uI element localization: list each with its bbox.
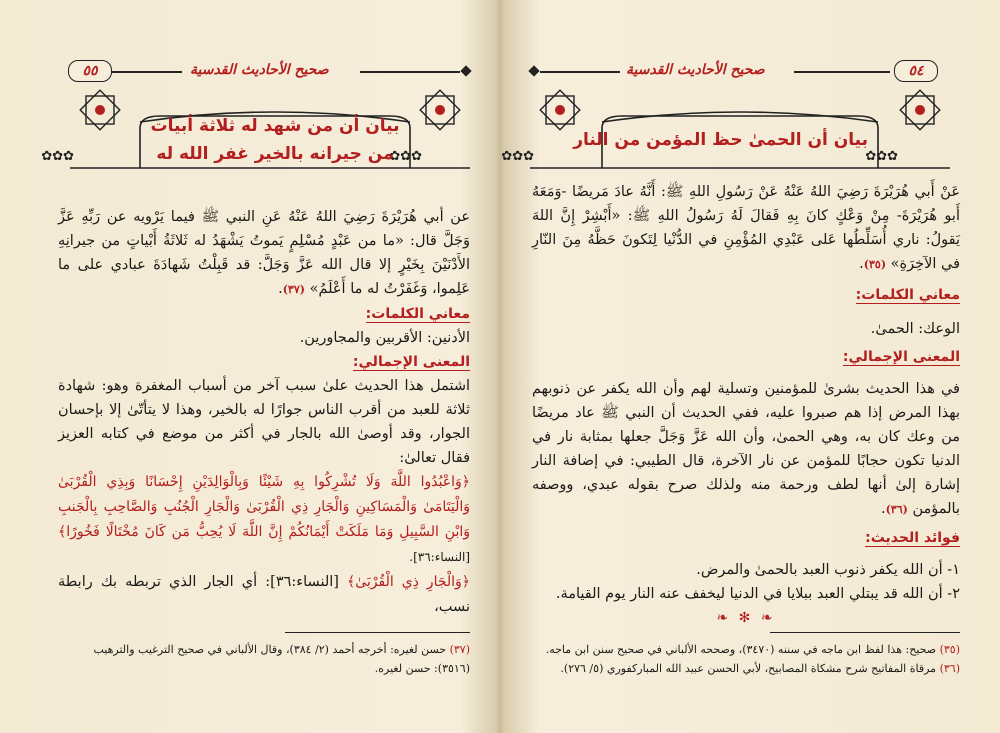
right-footnotes [532, 640, 960, 678]
benefit-1: ١- أن الله يكفر ذنوب العبد بالحمىٰ والمرض. [696, 562, 960, 578]
diamond-icon [460, 65, 471, 76]
left-running-head [60, 60, 470, 82]
right-page-number: ٥٤ [894, 60, 938, 82]
right-words-text: الوعك: الحمىٰ. [870, 321, 960, 337]
right-benefits-header: فوائد الحديث: [865, 530, 960, 546]
left-footnotes [58, 640, 470, 678]
right-summary-text: في هذا الحديث بشرىٰ للمؤمنين وتسلية لهم وأن الله يكفر عن ذنوبهم بهذا المرض إذا هم صبروا عليه، ففي الحديث أن النبي ﷺ عاد مريضًا من وعك كان به، وهي الحمىٰ، وأن الله عَزَّ وَجَلَّ جعلها بمثابة نار في الدنيا تكون حجابًا للمؤمن عن نار الآخرة، قال الطيبي: في إضافة النار إشارة إلىٰ أنها لطف ورحمة منه ولذلك صرح بقوله عبدي، ووصفه بالمؤمن (٣٦). [532, 381, 960, 517]
left-words-header: معاني الكلمات: [365, 306, 470, 322]
svg-text:✿✿✿: ✿✿✿ [501, 149, 534, 164]
footnote-ref-36: (٣٦) [885, 503, 908, 516]
left-title-line2: من جيرانه بالخير غفر الله له [156, 144, 394, 164]
left-title-frame [41, 98, 480, 168]
left-title-line1: بيان أن من شهد له ثلاثة أبيات [150, 116, 400, 136]
right-body [532, 180, 960, 630]
svg-text:✿✿✿: ✿✿✿ [865, 149, 898, 164]
left-body [58, 205, 470, 619]
footnote-36: (٣٦) مرقاة المفاتيح شرح مشكاة المصابيح، لأبي الحسن عبيد الله المباركفوري (٥/ ٢٧٦). [560, 662, 960, 675]
footnote-37: (٣٧) حسن لغيره: أخرجه أحمد (٢/ ٣٨٤)، وقال الألباني في صحيح الترغيب والترهيب (٣٥١٦): حسن لغيره. [93, 643, 470, 675]
right-hadith: عَنْ أَبي هُرَيْرَةَ رَضِيَ اللهُ عَنْهُ عَنْ رَسُولِ اللهِ ﷺ: أَنَّهُ عادَ مَريضًا -وَمَعَهُ أَبو هُرَيْرَةَ- مِنْ وَعْكٍ كانَ بِهِ فَقالَ لَهُ رَسُولُ اللهِ ﷺ: «أَبْشِرْ إِنَّ اللهَ يَقولُ: ناري أُسَلِّطُها عَلى عَبْدِي المُؤْمِنِ في الدُّنْيا لِتَكونَ حَظَّهُ مِنَ النّارِ في الآخِرَةِ» (٣٥). [532, 184, 960, 272]
right-running-head [522, 60, 942, 82]
left-page-number: ٥٥ [68, 60, 112, 82]
left-last-line: ﴿وَالْجَارِ ذِي الْقُرْبَىٰ﴾ [النساء:٣٦]: أي الجار الذي تربطه بك رابطة نسب، [58, 574, 470, 615]
right-footnote-rule [770, 632, 960, 633]
footnote-ref-35: (٣٥) [863, 258, 887, 271]
section-end-ornament: ❧ ✻ ❧ [716, 610, 776, 626]
right-title-frame [501, 98, 960, 168]
left-summary-text: اشتمل هذا الحديث علىٰ سبب آخر من أسباب المغفرة وهو: شهادة ثلاثة للعبد من أقرب الناس جوارًا له بالخير، وهذا لا يتأتّىٰ إلا بإحسان الجوار، وقد أوصىٰ الله بالجار في أكثر من موضع في كتابه العزيز فقال تعالىٰ: [58, 378, 470, 466]
right-words-header: معاني الكلمات: [855, 287, 960, 303]
left-summary-header: المعنى الإجمالي: [352, 354, 470, 370]
footnote-35: (٣٥) صحيح: هذا لفظ ابن ماجه في سننه (٣٤٧٠)، وصححه الألباني في صحيح سنن ابن ماجه. [545, 643, 960, 656]
right-running-title: صحيح الأحاديث القدسية [626, 62, 765, 78]
left-title [150, 112, 400, 168]
benefit-2: ٢- أن الله قد يبتلي العبد ببلايا في الدنيا ليخفف عنه النار يوم القيامة. [555, 586, 960, 602]
left-footnote-rule [285, 632, 470, 633]
diamond-icon [528, 65, 539, 76]
svg-text:✿✿✿: ✿✿✿ [389, 149, 422, 164]
right-page [500, 0, 1000, 733]
right-summary-header: المعنى الإجمالي: [842, 349, 960, 365]
left-words-text: الأدنين: الأقربين والمجاورين. [299, 330, 470, 346]
left-quran-verse: ﴿وَاعْبُدُوا اللَّهَ وَلَا تُشْرِكُوا بِهِ شَيْئًا وَبِالْوَالِدَيْنِ إِحْسَانًا وَبِذِي الْقُرْبَىٰ وَالْيَتَامَىٰ وَالْمَسَاكِينِ وَالْجَارِ ذِي الْقُرْبَىٰ وَالْجَارِ الْجُنُبِ وَالصَّاحِبِ بِالْجَنبِ وَابْنِ السَّبِيلِ وَمَا مَلَكَتْ أَيْمَانُكُمْ إِنَّ اللَّهَ لَا يُحِبُّ مَن كَانَ مُخْتَالًا فَخُورًا﴾ [النساء:٣٦]. [58, 474, 470, 564]
right-title: بيان أن الحمىٰ حظ المؤمن من النار [573, 130, 868, 150]
footnote-ref-37: (٣٧) [282, 283, 305, 296]
left-running-title: صحيح الأحاديث القدسية [190, 62, 329, 78]
left-hadith: عن أبي هُرَيْرَةَ رَضِيَ اللهُ عَنْهُ عَنِ النبي ﷺ فيما يَرْويه عن رَبِّهِ عَزَّ وَجَلَّ قال: «ما من عَبْدٍ مُسْلِمٍ يَموتُ يَشْهَدُ له ثَلاثَةُ أَبْياتٍ من جيرانِهِ الأَدْنَيْنَ بِخَيْرٍ إلا قال الله عَزَّ وَجَلَّ: قد قَبِلْتُ شَهادَةَ عبادي على ما عَلِموا، وَغَفَرْتُ له ما أَعْلَمُ» (٣٧). [58, 209, 470, 297]
svg-text:✿✿✿: ✿✿✿ [41, 149, 74, 164]
